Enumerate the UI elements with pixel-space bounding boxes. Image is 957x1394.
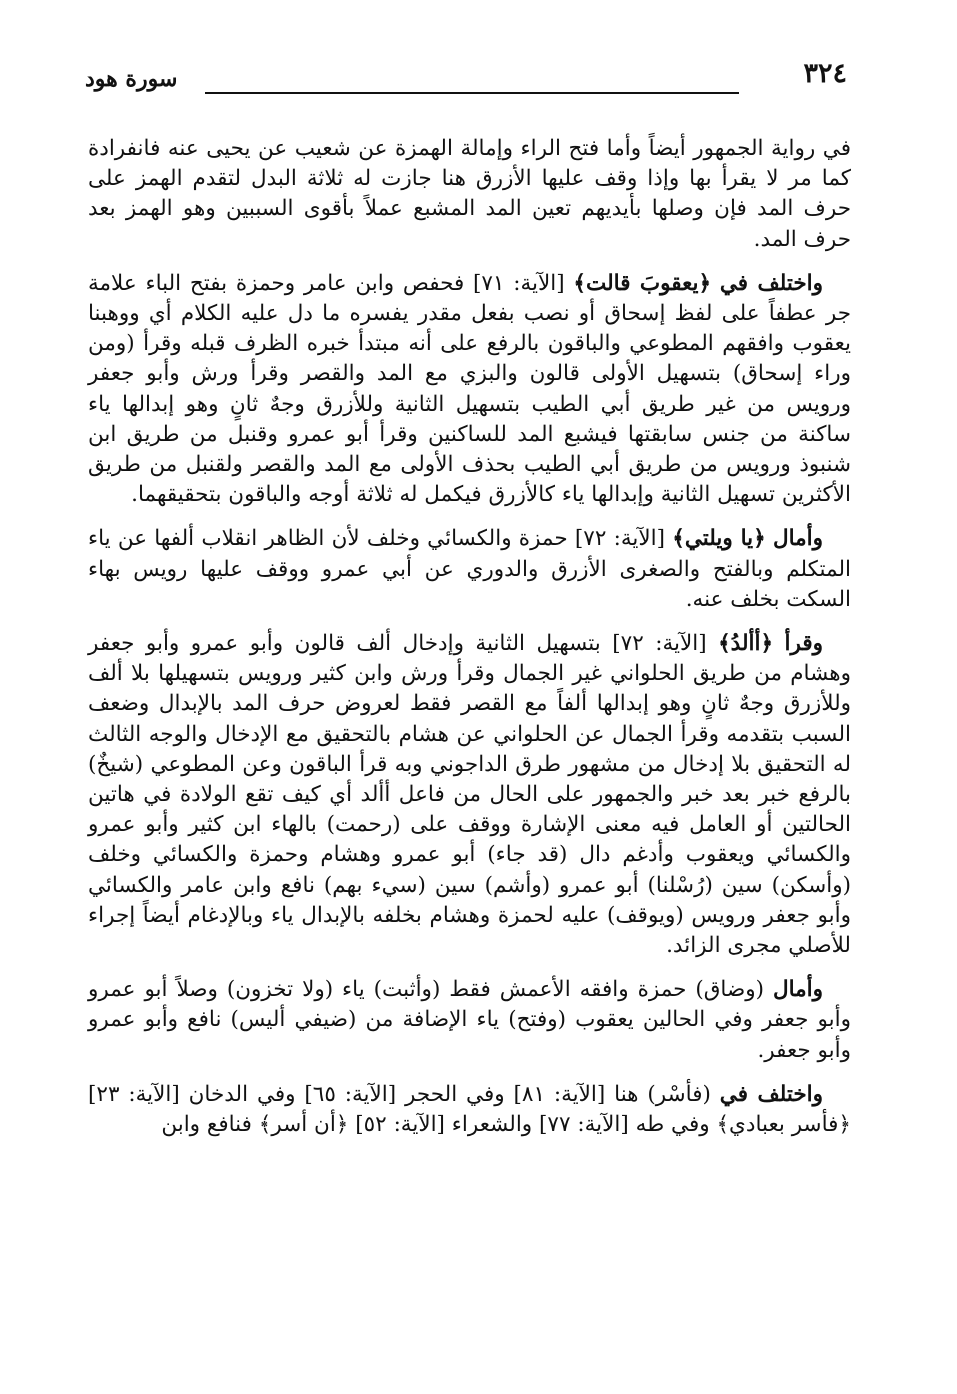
- paragraph-text: [الآية: ٧٢] بتسهيل الثانية وإدخال ألف قالون وأبو عمرو وأبو جعفر وهشام من طريق الحلواني غير الجمال وقرأ ورش وابن كثير ورويس بتسهيلها بلا ألف وللأزرق وجهٌ ثانٍ وهو إبدالها ألفاً مع القصر فقط لعروض حرف المد بالإبدال وضعف السبب بتقدمه وقرأ الجمال عن الحلواني عن هشام بالتحقيق مع الإدخال والوجه الثالث له التحقيق بلا إدخال من مشهور طرق الداجوني وبه قرأ الباقون وعن المطوعي (شيخٌ) بالرفع خبر بعد خبر والجمهور على الحال من فاعل أألد أي كيف تقع الولادة في هاتين الحالتين أو العامل فيه معنى الإشارة ووقف على (رحمت) بالهاء ابن كثير وأبو عمرو والكسائي ويعقوب وأدغم دال (قد جاء) أبو عمرو وهشام وحمزة والكسائي وخلف (وأسكن) سين (رُسْلنا) أبو عمرو (وأشم) سين (سيء بهم) نافع وابن عامر والكسائي وأبو جعفر ورويس (ويوقف) عليه لحمزة وهشام بخلفه بالإبدال ياء وبالإدغام أيضاً إجراء للأصلي مجرى الزائد.: [88, 631, 851, 959]
- quran-quote: ﴿أألدُ﴾: [718, 631, 774, 657]
- paragraph-5: [88, 975, 851, 1066]
- paragraph-text: في رواية الجمهور أيضاً وأما فتح الراء وإمالة الهمزة عن شعيب عن يحيى عنه فانفرادة كما مر لا يقرأ بها وإذا وقف عليها الأزرق هنا جازت له ثلاثة البدل لتقدم الهمز على حرف المد فإن وصلها بأيديهم تعين المد المشبع عملاً بأقوى السببين وهو الهمز بعد حرف المد.: [88, 136, 851, 252]
- paragraph-text: [الآية: ٧٢] حمزة والكسائي وخلف لأن الظاهر انقلاب ألفها عن ياء المتكلم وبالفتح والصغرى الأزرق والدوري عن أبي عمرو ووقف عليها رويس بهاء السكت بخلف عنه.: [88, 526, 851, 612]
- paragraph-lead: واختلف في: [719, 270, 823, 296]
- paragraph-text: [الآية: ٧١] فحفص وابن عامر وحمزة بفتح الباء علامة جر عطفاً على لفظ إسحاق أو نصب بفعل مقدر يفسره ما دل عليه الكلام أي ووهبنا يعقوب وافقهم المطوعي والباقون بالرفع على أنه مبتدأ خبره الظرف قبله وقرأ (ومن وراء إسحاق) بتسهيل الأولى قالون والبزي مع المد والقصر وقرأ ورش وأبو جعفر ورويس من غير طريق أبي الطيب بتسهيل الثانية وللأزرق وجهٌ ثانٍ وهو إبدالها ياء ساكنة من جنس سابقتها فيشبع المد للساكنين وقرأ أبو عمرو وقنبل من طريق ابن شنبوذ ورويس من طريق أبي الطيب بحذف الأولى مع المد والقصر ولقنبل من طريق الأكثرين تسهيل الثانية وإبدالها ياء كالأزرق فيكمل له ثلاثة أوجه والباقون بتحقيقهما.: [88, 270, 851, 508]
- page-header: [85, 58, 847, 100]
- paragraph-2: [88, 269, 851, 511]
- page-number: ٣٢٤: [803, 58, 847, 89]
- page-body: [88, 134, 851, 1154]
- paragraph-6: [88, 1080, 851, 1140]
- quran-quote: ﴿يا ويلتي﴾: [672, 526, 766, 552]
- paragraph-lead: واختلف في: [719, 1081, 824, 1107]
- paragraph-3: [88, 524, 851, 615]
- paragraph-lead: وقرأ: [784, 631, 824, 657]
- paragraph-4: [88, 629, 851, 961]
- surah-name: سورة هود: [85, 66, 178, 92]
- quran-quote: ﴿يعقوبَ قالت﴾: [573, 270, 712, 296]
- paragraph-lead: وأمال: [772, 526, 823, 552]
- paragraph-text: (فأسْر) هنا [الآية: ٨١] وفي الحجر [الآية: ٦٥] وفي الدخان [الآية: ٢٣] ﴿فأسر بعبادي﴾ وفي طه [الآية: ٧٧] والشعراء [الآية: ٥٢] ﴿أن أسر﴾ فنافع وابن: [88, 1081, 851, 1138]
- header-rule: [205, 92, 739, 94]
- paragraph-text: (وضاق) حمزة وافقه الأعمش فقط (وأثبت) ياء (ولا تخزون) وصلاً أبو عمرو وأبو جعفر وفي الحالين يعقوب (وفتح) ياء الإضافة من (ضيفي أليس) نافع وأبو عمرو وأبو جعفر.: [88, 977, 851, 1063]
- paragraph-1: [88, 134, 851, 255]
- paragraph-lead: وأمال: [772, 977, 823, 1003]
